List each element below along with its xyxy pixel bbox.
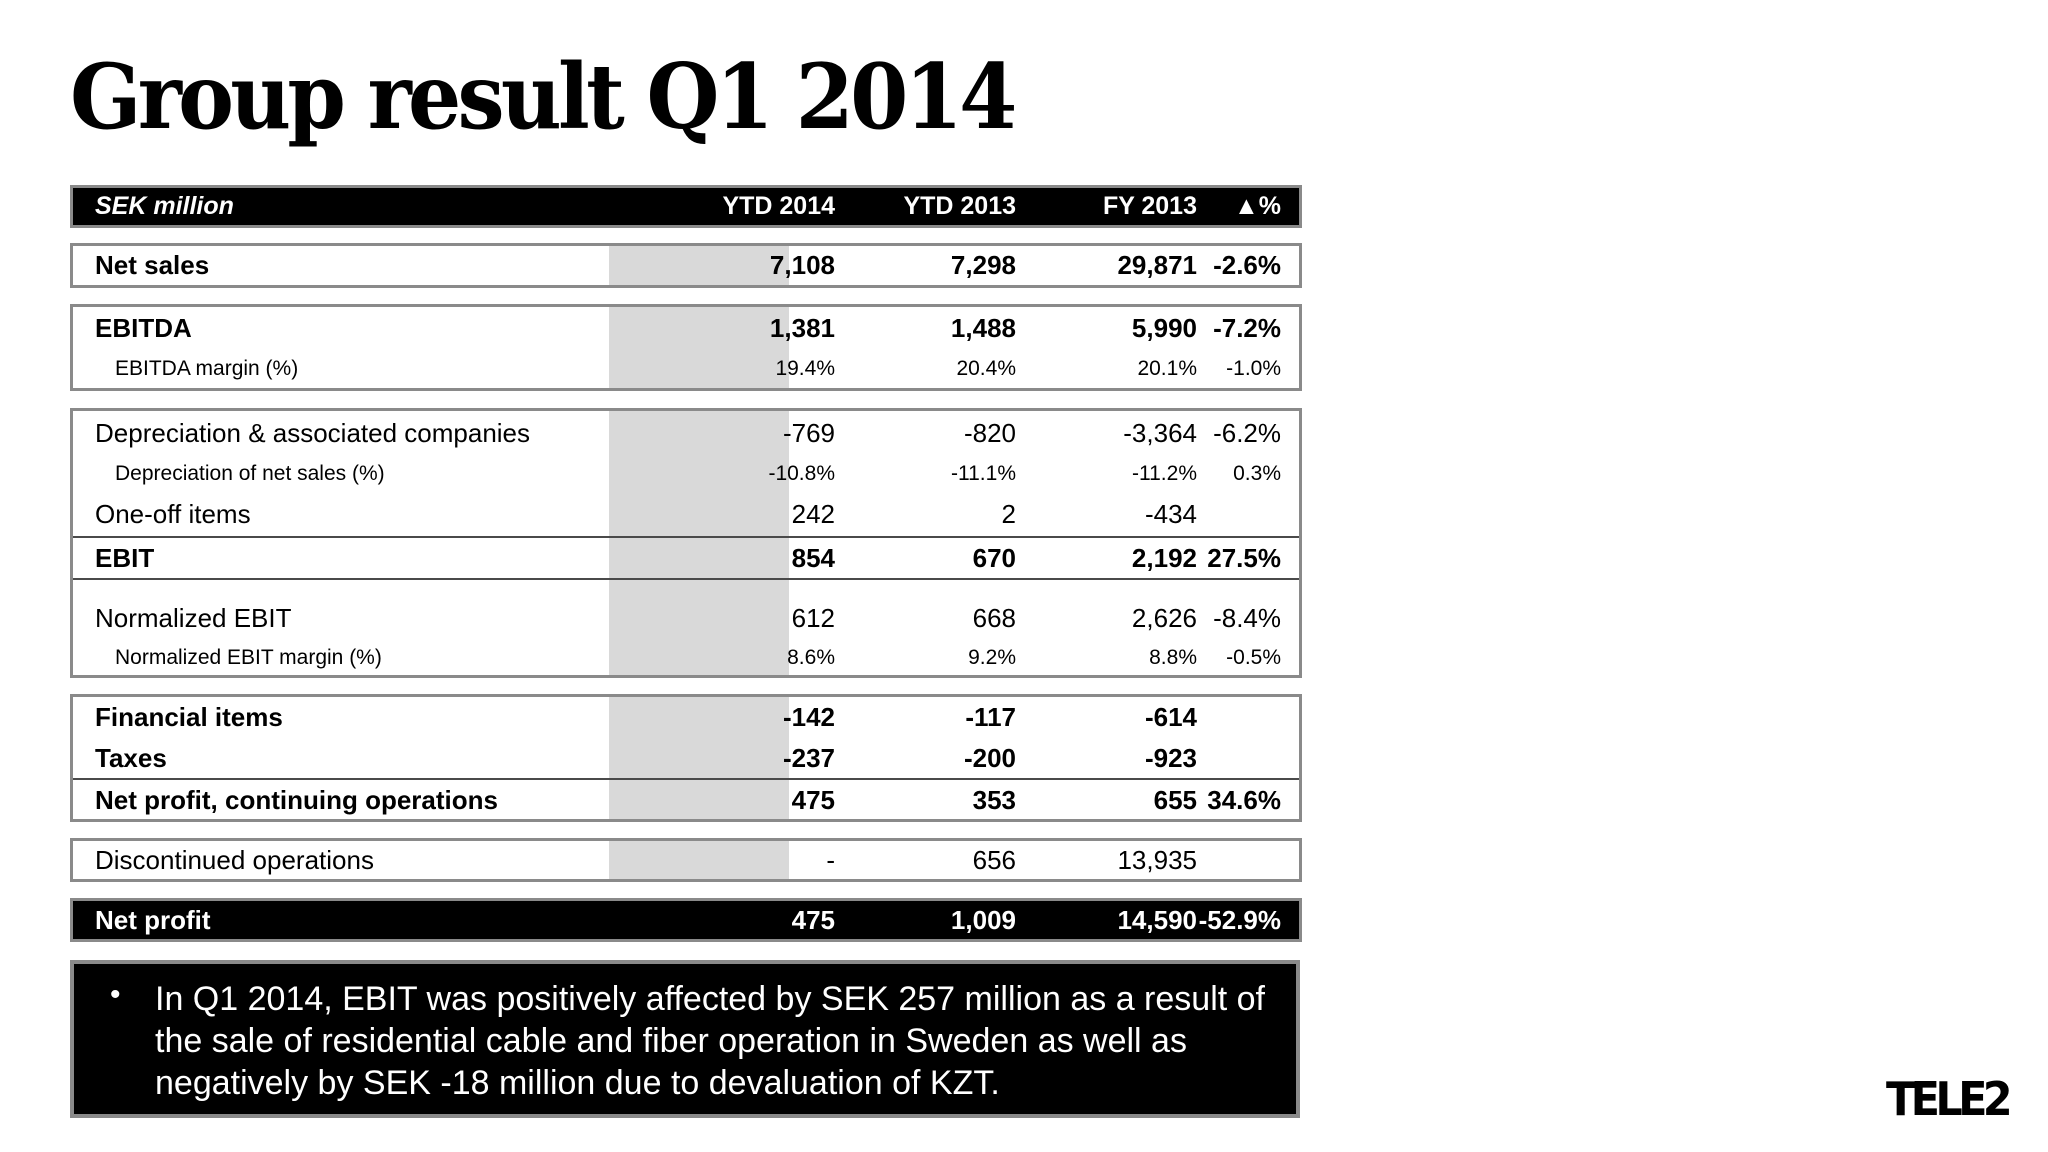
cell-change: 27.5%	[1207, 542, 1281, 573]
cell-fy-2013: 8.8%	[1149, 646, 1197, 669]
cell-fy-2013: 20.1%	[1137, 357, 1197, 380]
cell-ytd-2014: 1,381	[769, 313, 835, 343]
cell-ytd-2013: 2	[1001, 499, 1016, 529]
table-row	[73, 639, 1299, 677]
cell-fy-2013: 29,871	[1117, 250, 1197, 280]
row-label: Discontinued operations	[95, 844, 374, 875]
cell-ytd-2014: 19.4%	[775, 357, 835, 380]
row-label: Taxes	[95, 742, 167, 773]
table-row	[73, 536, 1299, 580]
cell-fy-2013: 2,626	[1131, 602, 1197, 633]
header-change-pct: ▲%	[1234, 192, 1281, 220]
cell-fy-2013: 2,192	[1131, 542, 1197, 573]
net-profit-continuing-block	[70, 694, 1302, 822]
cell-ytd-2013: 20.4%	[956, 357, 1016, 380]
row-label: Normalized EBIT margin (%)	[115, 646, 382, 669]
ebitda-block	[70, 304, 1302, 391]
cell-ytd-2013: 656	[972, 844, 1016, 875]
cell-ytd-2013: 670	[972, 542, 1016, 573]
row-label: Net sales	[95, 250, 210, 280]
cell-ytd-2014: 612	[791, 602, 835, 633]
ebit-note-box	[70, 960, 1300, 1118]
table-row	[73, 901, 1299, 939]
cell-ytd-2014: 242	[791, 499, 835, 529]
cell-change: -2.6%	[1213, 250, 1281, 280]
cell-ytd-2014: -10.8%	[768, 462, 835, 485]
cell-fy-2013: 14,590	[1117, 904, 1197, 935]
discontinued-block	[70, 838, 1302, 882]
cell-ytd-2013: 7,298	[950, 250, 1016, 280]
cell-ytd-2013: 1,488	[950, 313, 1016, 343]
net-sales-block	[70, 243, 1302, 288]
ebit-block	[70, 408, 1302, 678]
row-label: EBITDA	[95, 313, 192, 343]
header-ytd-2014: YTD 2014	[722, 192, 835, 220]
cell-ytd-2013: 1,009	[950, 904, 1016, 935]
cell-change: -6.2%	[1213, 417, 1281, 448]
cell-fy-2013: -434	[1144, 499, 1197, 529]
table-row	[73, 493, 1299, 536]
cell-ytd-2014: 7,108	[769, 250, 835, 280]
row-label: EBITDA margin (%)	[115, 357, 299, 380]
cell-change: 34.6%	[1207, 785, 1281, 815]
table-row	[73, 246, 1299, 285]
ebit-note-text: In Q1 2014, EBIT was positively affected by SEK 257 million as a result of the sale of residential cable and fiber operation in Sweden as well as negatively by SEK -18 million due to devaluation of KZT.	[155, 980, 1265, 1102]
cell-fy-2013: -11.2%	[1132, 462, 1197, 485]
row-label: Net profit, continuing operations	[95, 785, 498, 815]
table-row	[73, 350, 1299, 388]
cell-change: -8.4%	[1213, 602, 1281, 633]
table-row	[73, 697, 1299, 738]
cell-ytd-2013: -11.1%	[951, 462, 1016, 485]
cell-change: -7.2%	[1213, 313, 1281, 343]
cell-change: -52.9%	[1198, 904, 1281, 935]
cell-fy-2013: 5,990	[1131, 313, 1197, 343]
header-ytd-2013: YTD 2013	[903, 192, 1016, 220]
row-label: Depreciation of net sales (%)	[115, 462, 385, 485]
cell-change	[1197, 841, 1281, 879]
row-label: One-off items	[95, 499, 251, 529]
cell-ytd-2014: -142	[782, 702, 835, 732]
slide-title: Group result Q1 2014	[70, 44, 1014, 150]
table-header	[70, 185, 1302, 228]
cell-ytd-2014: 8.6%	[787, 646, 835, 669]
cell-ytd-2014: -769	[782, 417, 835, 448]
table-row	[73, 455, 1299, 493]
cell-fy-2013: -3,364	[1123, 417, 1197, 448]
row-label: Depreciation & associated companies	[95, 417, 531, 448]
row-label: Net profit	[95, 904, 211, 935]
cell-fy-2013: -923	[1144, 742, 1197, 773]
cell-fy-2013: 655	[1153, 785, 1197, 815]
cell-change: 0.3%	[1233, 462, 1281, 485]
row-label: Normalized EBIT	[95, 602, 292, 633]
cell-ytd-2014: 475	[791, 785, 835, 815]
cell-ytd-2013: -117	[965, 702, 1016, 732]
header-unit-label: SEK million	[95, 192, 234, 220]
cell-change	[1197, 697, 1281, 738]
cell-change	[1197, 738, 1281, 778]
cell-ytd-2013: 9.2%	[968, 646, 1016, 669]
table-row	[73, 778, 1299, 821]
cell-ytd-2013: 668	[972, 602, 1016, 633]
cell-ytd-2014: 854	[791, 542, 835, 573]
cell-ytd-2013: 353	[972, 785, 1016, 815]
header-fy-2013: FY 2013	[1102, 192, 1197, 220]
cell-change	[1197, 493, 1281, 536]
cell-ytd-2014: -	[826, 844, 835, 875]
table-row	[73, 841, 1299, 879]
cell-ytd-2013: -820	[963, 417, 1016, 448]
table-row	[73, 411, 1299, 455]
tele2-logo-icon	[1886, 1070, 2010, 1124]
table-row	[73, 307, 1299, 350]
cell-fy-2013: -614	[1144, 702, 1197, 732]
table-row	[73, 738, 1299, 778]
row-label: Financial items	[95, 702, 283, 732]
cell-ytd-2014: -237	[782, 742, 835, 773]
cell-change: -0.5%	[1226, 646, 1281, 669]
table-row	[73, 597, 1299, 639]
row-label: EBIT	[95, 542, 155, 573]
cell-ytd-2014: 475	[791, 904, 835, 935]
net-profit-block	[70, 898, 1302, 942]
cell-change: -1.0%	[1226, 357, 1281, 380]
cell-fy-2013: 13,935	[1117, 844, 1197, 875]
logo-wordmark: TELE2	[1886, 1072, 2010, 1124]
bullet-icon: •	[110, 978, 121, 1011]
cell-ytd-2013: -200	[963, 742, 1016, 773]
